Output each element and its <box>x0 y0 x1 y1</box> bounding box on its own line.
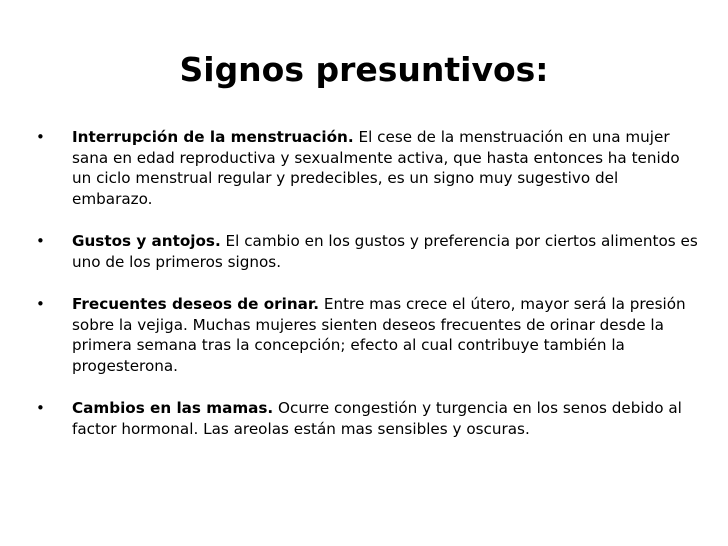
bullet-text: Ocurre congestión y turgencia en los senos debido al factor hormonal. Las areolas están mas sensibles y oscuras. <box>72 399 682 438</box>
bullet-item-menstruation <box>0 127 728 209</box>
slide-title: Signos presuntivos: <box>179 50 549 89</box>
bullet-icon: • <box>36 295 45 313</box>
bullet-text: El cese de la menstruación en una mujer sana en edad reproductiva y sexualmente activa, que hasta entonces ha tenido un ciclo menstrual regular y predecibles, es un signo muy sugestivo del embarazo. <box>72 128 680 208</box>
bullet-lead: Interrupción de la menstruación. <box>72 128 354 146</box>
bullet-list <box>0 127 728 461</box>
bullet-lead: Cambios en las mamas. <box>72 399 274 417</box>
bullet-lead: Frecuentes deseos de orinar. <box>72 295 320 313</box>
bullet-lead: Gustos y antojos. <box>72 232 221 250</box>
bullet-item-breasts <box>0 398 728 439</box>
bullet-text: Entre mas crece el útero, mayor será la presión sobre la vejiga. Muchas mujeres sienten deseos frecuentes de orinar desde la primera semana tras la concepción; efecto al cual contribuye también la progesterona. <box>72 295 686 375</box>
bullet-icon: • <box>36 232 45 250</box>
bullet-text: El cambio en los gustos y preferencia por ciertos alimentos es uno de los primeros signos. <box>72 232 698 271</box>
bullet-item-cravings <box>0 231 728 272</box>
bullet-item-urination <box>0 294 728 376</box>
bullet-icon: • <box>36 128 45 146</box>
bullet-icon: • <box>36 399 45 417</box>
